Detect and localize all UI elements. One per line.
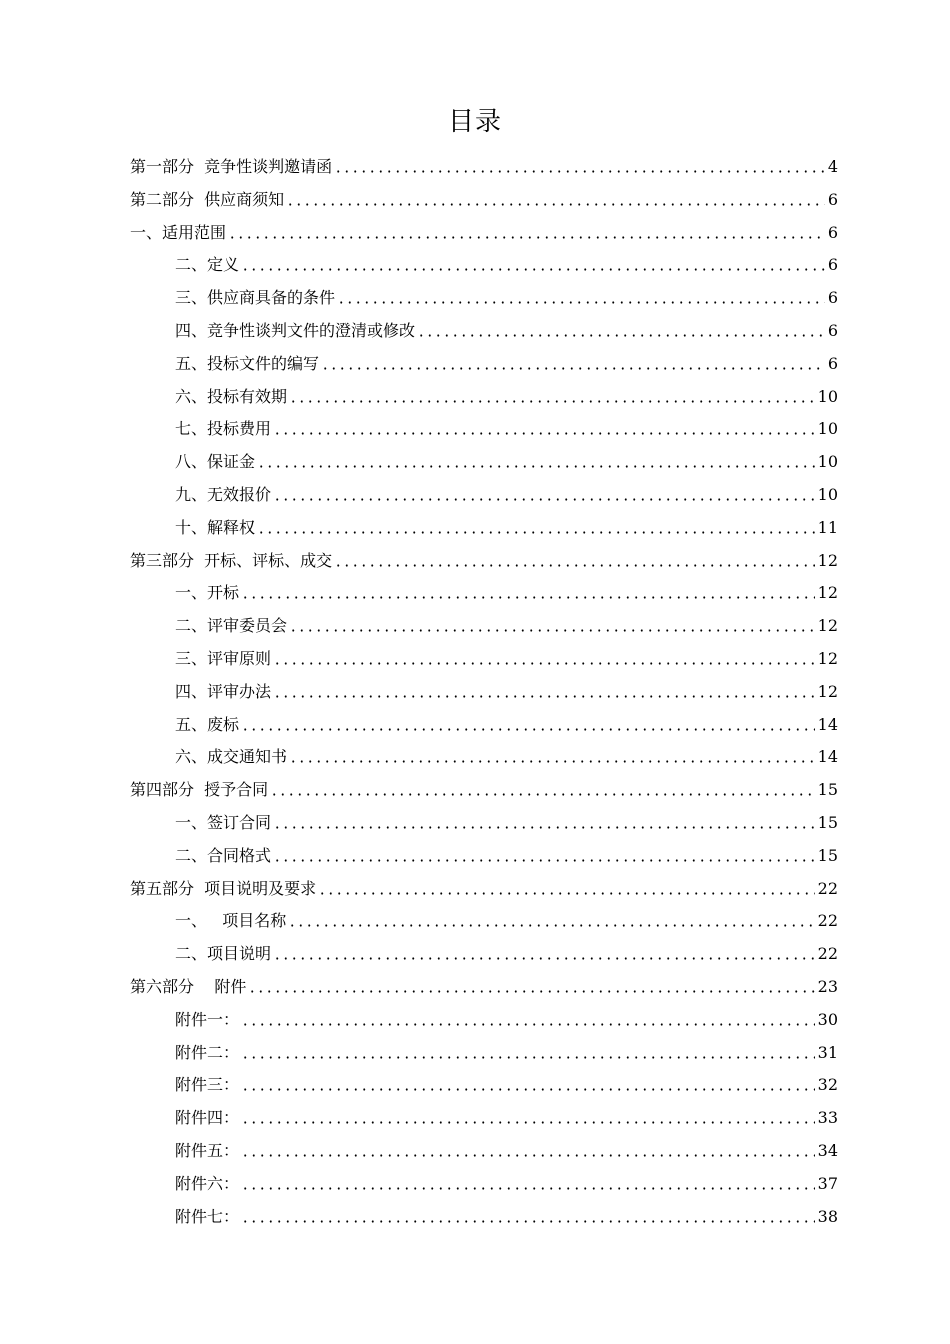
toc-entry-label: 六、成交通知书	[175, 747, 288, 767]
toc-entry[interactable]	[175, 1101, 838, 1129]
toc-dot-leader	[257, 531, 815, 534]
toc-entry-label: 附件三：	[175, 1075, 240, 1095]
toc-entry-page-number: 6	[827, 255, 838, 275]
toc-entry[interactable]	[175, 347, 838, 375]
toc-dot-leader	[241, 1154, 815, 1157]
toc-entry-label: 六、投标有效期	[175, 386, 288, 406]
toc-entry-label: 一、适用范围	[130, 222, 227, 242]
page-title: 目录	[447, 107, 502, 137]
toc-dot-leader	[318, 892, 814, 895]
toc-entry[interactable]	[175, 576, 838, 604]
toc-dot-leader	[334, 170, 825, 173]
toc-entry-page-number: 14	[817, 714, 838, 734]
toc-entry[interactable]	[175, 412, 838, 440]
toc-entry[interactable]	[175, 478, 838, 506]
toc-entry-label: 三、供应商具备的条件	[175, 288, 336, 308]
toc-dot-leader	[273, 498, 815, 501]
toc-entry[interactable]	[130, 872, 838, 900]
toc-entry-page-number: 12	[817, 681, 838, 701]
toc-entry-page-number: 15	[817, 845, 838, 865]
toc-dot-leader	[270, 793, 814, 796]
toc-entry-page-number: 30	[817, 1009, 838, 1029]
toc-entry-label: 第一部分 竞争性谈判邀请函	[130, 157, 333, 176]
toc-entry-page-number: 12	[817, 583, 838, 603]
toc-entry-label: 第五部分 项目说明及要求	[130, 878, 317, 898]
toc-dot-leader	[289, 629, 815, 632]
toc-entry-label: 十、解释权	[175, 517, 256, 537]
toc-entry-page-number: 11	[817, 517, 838, 537]
toc-dot-leader	[241, 268, 825, 271]
toc-entry-page-number: 14	[817, 747, 838, 767]
toc-entry-label: 二、合同格式	[175, 845, 272, 865]
toc-entry[interactable]	[130, 773, 838, 801]
toc-entry-label: 附件六：	[175, 1173, 240, 1193]
toc-entry-page-number: 10	[817, 386, 838, 406]
toc-entry[interactable]	[175, 708, 838, 736]
toc-entry-page-number: 6	[827, 189, 838, 209]
toc-dot-leader	[241, 1220, 815, 1223]
toc-entry[interactable]	[175, 1036, 838, 1064]
toc-dot-leader	[228, 236, 825, 239]
toc-entry-page-number: 22	[817, 878, 838, 898]
toc-entry[interactable]	[175, 1167, 838, 1195]
toc-entry[interactable]	[130, 970, 838, 998]
toc-dot-leader	[241, 728, 815, 731]
toc-entry-page-number: 15	[817, 813, 838, 832]
toc-entry[interactable]	[175, 314, 838, 342]
toc-entry-page-number: 37	[817, 1173, 838, 1193]
toc-dot-leader	[241, 596, 815, 599]
toc-entry-page-number: 10	[817, 452, 838, 472]
toc-dot-leader	[288, 924, 814, 927]
toc-entry-label: 附件四：	[175, 1108, 240, 1128]
toc-entry-label: 三、评审原则	[175, 649, 272, 668]
toc-entry-page-number: 10	[817, 419, 838, 439]
toc-dot-leader	[248, 990, 814, 993]
toc-entry-label: 四、评审办法	[175, 681, 272, 701]
toc-entry-label: 一、 项目名称	[175, 911, 287, 931]
toc-entry-label: 九、无效报价	[175, 485, 272, 504]
toc-entry[interactable]	[130, 544, 838, 572]
toc-entry-page-number: 10	[817, 485, 838, 504]
toc-dot-leader	[286, 203, 825, 206]
toc-entry-page-number: 6	[827, 222, 838, 242]
toc-entry-page-number: 15	[817, 780, 838, 800]
toc-entry-page-number: 12	[817, 616, 838, 636]
toc-entry-label: 二、项目说明	[175, 944, 272, 964]
toc-entry-label: 二、定义	[175, 255, 240, 275]
toc-entry-label: 一、签订合同	[175, 813, 272, 832]
toc-entry-label: 第三部分 开标、评标、成交	[130, 550, 333, 570]
toc-entry-label: 一、开标	[175, 583, 240, 603]
toc-entry-label: 七、投标费用	[175, 419, 272, 439]
toc-entry[interactable]	[175, 445, 838, 473]
toc-dot-leader	[241, 1056, 815, 1059]
toc-entry[interactable]	[175, 609, 838, 637]
toc-entry[interactable]	[175, 248, 838, 276]
toc-entry-label: 第二部分 供应商须知	[130, 189, 285, 209]
toc-entry[interactable]	[175, 806, 838, 834]
toc-entry-page-number: 6	[827, 353, 838, 373]
toc-entry[interactable]	[130, 150, 838, 178]
toc-entry-label: 五、废标	[175, 714, 240, 734]
toc-dot-leader	[273, 695, 815, 698]
toc-entry[interactable]	[175, 839, 838, 867]
toc-entry-label: 第六部分 附件	[130, 977, 247, 996]
toc-entry[interactable]	[175, 937, 838, 965]
toc-entry-label: 附件五：	[175, 1141, 240, 1160]
toc-dot-leader	[273, 957, 815, 960]
toc-entry-label: 五、投标文件的编写	[175, 353, 320, 373]
toc-entry-page-number: 34	[817, 1141, 838, 1160]
toc-entry-label: 二、评审委员会	[175, 616, 288, 636]
toc-entry-page-number: 22	[817, 944, 838, 964]
toc-dot-leader	[257, 465, 815, 468]
toc-entry-label: 八、保证金	[175, 452, 256, 472]
toc-entry-page-number: 23	[817, 977, 838, 996]
toc-entry-page-number: 33	[817, 1108, 838, 1128]
toc-dot-leader	[417, 334, 825, 337]
toc-entry[interactable]	[175, 904, 838, 932]
toc-dot-leader	[273, 432, 815, 435]
toc-entry-page-number: 12	[817, 649, 838, 668]
toc-entry[interactable]	[130, 216, 838, 244]
toc-dot-leader	[241, 1088, 815, 1091]
toc-dot-leader	[273, 662, 815, 665]
toc-entry-page-number: 31	[817, 1042, 838, 1062]
toc-entry[interactable]	[175, 675, 838, 703]
toc-entry-page-number: 12	[817, 550, 838, 570]
toc-dot-leader	[241, 1121, 815, 1124]
toc-entry[interactable]	[175, 380, 838, 408]
toc-dot-leader	[334, 564, 814, 567]
toc-entry-page-number: 4	[827, 157, 838, 176]
toc-entry[interactable]	[175, 1200, 838, 1228]
toc-dot-leader	[289, 760, 815, 763]
toc-entry[interactable]	[175, 281, 838, 309]
toc-dot-leader	[289, 400, 815, 403]
toc-entry[interactable]	[175, 1068, 838, 1096]
toc-entry-page-number: 6	[827, 288, 838, 308]
toc-entry[interactable]	[175, 642, 838, 670]
toc-dot-leader	[273, 859, 815, 862]
toc-entry-page-number: 38	[817, 1206, 838, 1226]
toc-dot-leader	[241, 1187, 815, 1190]
toc-entry[interactable]	[175, 1003, 838, 1031]
toc-entry[interactable]	[175, 740, 838, 768]
toc-entry-label: 附件七：	[175, 1206, 240, 1226]
toc-entry-label: 附件一：	[175, 1009, 240, 1029]
toc-entry[interactable]	[175, 1134, 838, 1162]
toc-entry[interactable]	[130, 183, 838, 211]
toc-dot-leader	[321, 367, 825, 370]
toc-entry-page-number: 32	[817, 1075, 838, 1095]
toc-dot-leader	[273, 826, 815, 829]
toc-entry-page-number: 6	[827, 321, 838, 340]
toc-dot-leader	[337, 301, 825, 304]
toc-dot-leader	[241, 1023, 815, 1026]
toc-entry-label: 第四部分 授予合同	[130, 780, 269, 800]
toc-entry[interactable]	[175, 511, 838, 539]
toc-entry-page-number: 22	[817, 911, 838, 931]
toc-entry-label: 附件二：	[175, 1042, 240, 1062]
toc-entry-label: 四、竞争性谈判文件的澄清或修改	[175, 321, 416, 340]
